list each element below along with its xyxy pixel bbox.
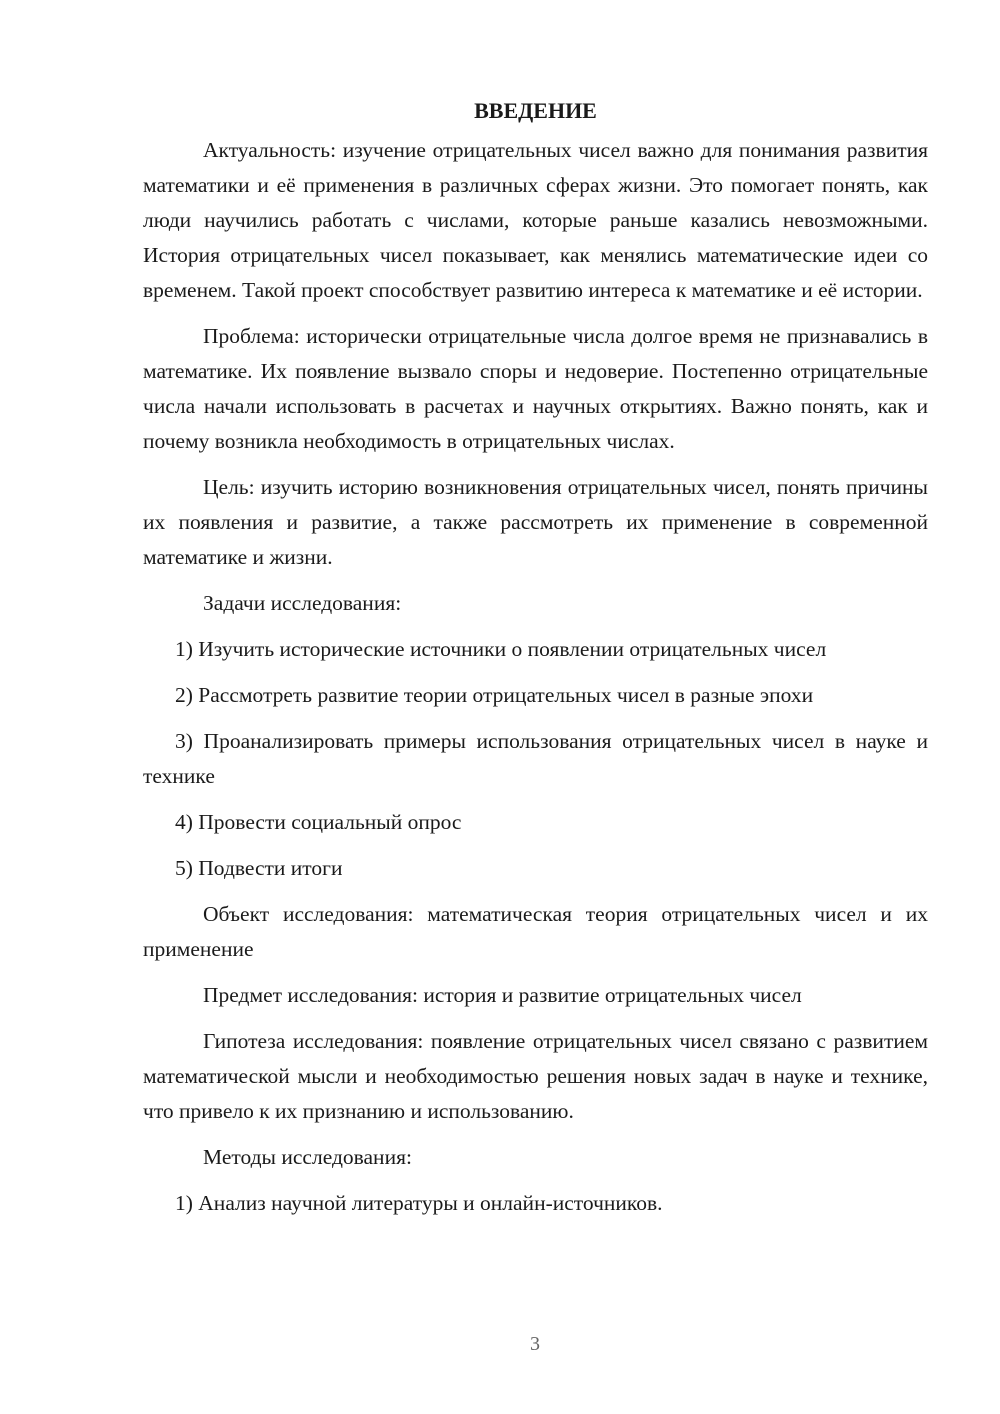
tasks-title: Задачи исследования: (203, 591, 402, 615)
task-item-5: 5) Подвести итоги (175, 856, 343, 880)
relevance-paragraph: Актуальность: изучение отрицательных чисел важно для понимания развития математики и её применения в различных сферах жизни. Это помогает понять, как люди научились работать с числами, которые раньше казались невозможными. История отрицательных чисел показывает, как менялись математические идеи со временем. Такой проект способствует развитию интереса к математике и её истории. (143, 138, 928, 302)
subject-paragraph: Предмет исследования: история и развитие отрицательных чисел (203, 983, 802, 1007)
goal-paragraph: Цель: изучить историю возникновения отрицательных чисел, понять причины их появления и развитие, а также рассмотреть их применение в современной математике и жизни. (143, 475, 928, 569)
methods-title: Методы исследования: (203, 1145, 412, 1169)
task-item-2: 2) Рассмотреть развитие теории отрицательных чисел в разные эпохи (175, 683, 814, 707)
task-item-3: 3) Проанализировать примеры использования отрицательных чисел в науке и технике (143, 729, 928, 788)
page-number: 3 (530, 1333, 540, 1355)
task-item-4: 4) Провести социальный опрос (175, 810, 462, 834)
hypothesis-paragraph: Гипотеза исследования: появление отрицательных чисел связано с развитием математической мысли и необходимостью решения новых задач в науке и технике, что привело к их признанию и использованию. (143, 1029, 928, 1123)
object-paragraph: Объект исследования: математическая теория отрицательных чисел и их применение (143, 902, 928, 961)
method-item-1: 1) Анализ научной литературы и онлайн-источников. (175, 1191, 663, 1215)
section-heading: ВВЕДЕНИЕ (474, 98, 597, 123)
document-page (143, 95, 928, 1232)
problem-paragraph: Проблема: исторически отрицательные числа долгое время не признавались в математике. Их появление вызвало споры и недоверие. Постепенно отрицательные числа начали использовать в расчетах и научных открытиях. Важно понять, как и почему возникла необходимость в отрицательных числах. (143, 324, 928, 453)
task-item-1: 1) Изучить исторические источники о появлении отрицательных чисел (175, 637, 827, 661)
